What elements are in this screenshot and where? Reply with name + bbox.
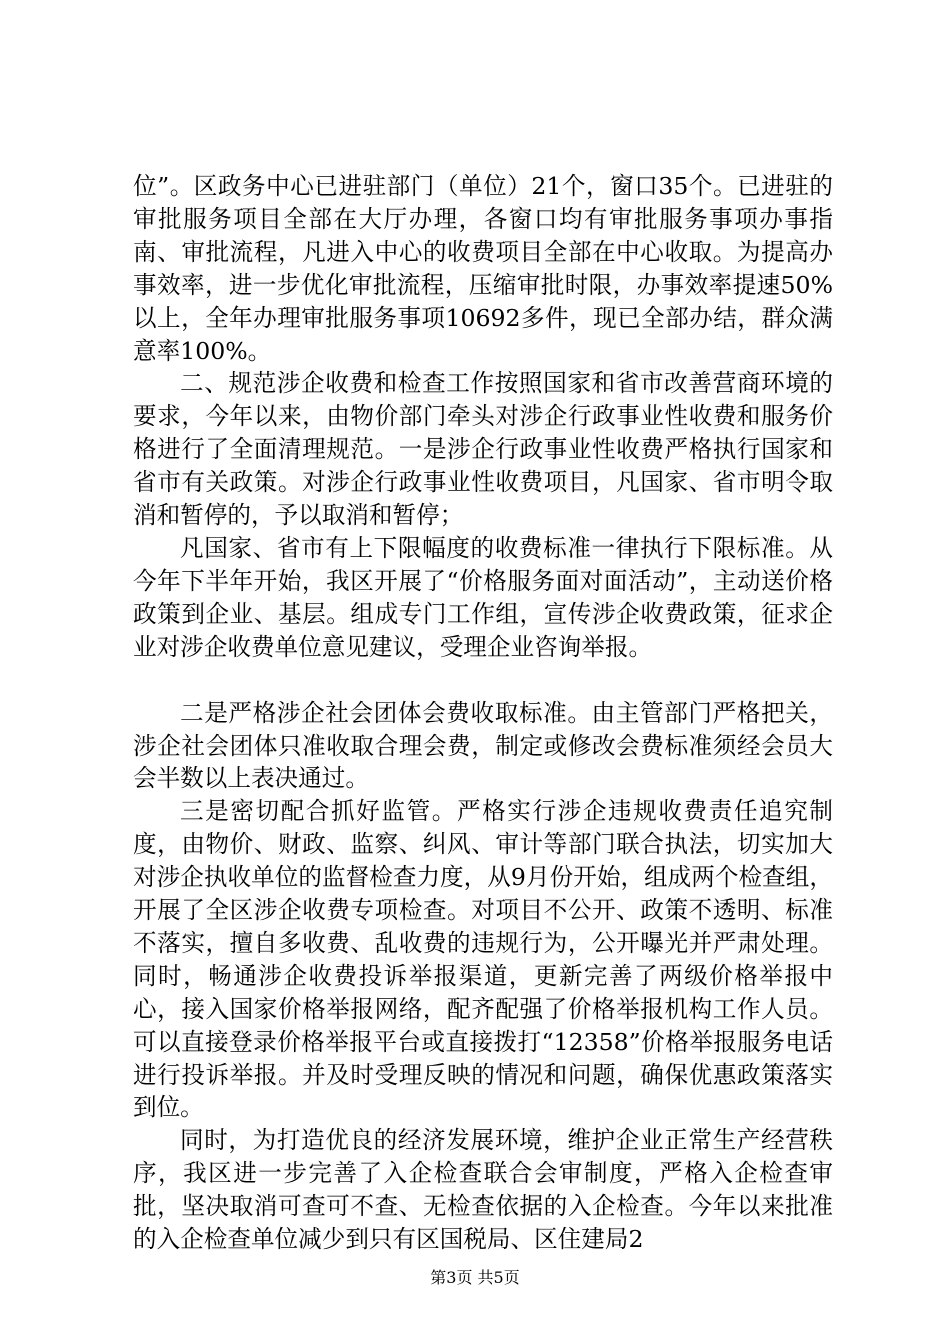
paragraph-lower-limit-standard: 凡国家、省市有上下限幅度的收费标准一律执行下限标准。从今年下半年开始，我区开展了“价格服务面对面活动”，主动送价格政策到企业、基层。组成专门工作组，宣传涉企收费政策，征求企业对涉企收费单位意见建议，受理企业咨询举报。 (133, 533, 833, 661)
page-number-footer: 第3页 共5页 (430, 1268, 520, 1287)
paragraph-continuation: 位”。区政务中心已进驻部门（单位）21个，窗口35个。已进驻的审批服务项目全部在大厅办理，各窗口均有审批服务事项办事指南、审批流程，凡进入中心的收费项目全部在中心收取。为提高办事效率，进一步优化审批流程，压缩审批时限，办事效率提速50%以上，全年办理审批服务事项10692多件，现已全部办结，群众满意率100%。 (133, 172, 833, 365)
paragraph-item-two: 二是严格涉企社会团体会费收取标准。由主管部门严格把关，涉企社会团体只准收取合理会费，制定或修改会费标准须经会员大会半数以上表决通过。 (133, 698, 833, 793)
paragraph-item-three: 三是密切配合抓好监管。严格实行涉企违规收费责任追究制度，由物价、财政、监察、纠风、审计等部门联合执法，切实加大对涉企执收单位的监督检查力度，从9月份开始，组成两个检查组，开展了全区涉企收费专项检查。对项目不公开、政策不透明、标准不落实，擅自多收费、乱收费的违规行为，公开曝光并严肃处理。同时，畅通涉企收费投诉举报渠道，更新完善了两级价格举报中心，接入国家价格举报网络，配齐配强了价格举报机构工作人员。可以直接登录价格举报平台或直接拨打“12358”价格举报服务电话进行投诉举报。并及时受理反映的情况和问题，确保优惠政策落实到位。 (133, 797, 833, 1122)
paragraph-gap (133, 664, 833, 697)
paragraph-inspection-approval: 同时，为打造优良的经济发展环境，维护企业正常生产经营秩序，我区进一步完善了入企检查联合会审制度，严格入企检查审批，坚决取消可查可不查、无检查依据的入企检查。今年以来批准的入企检查单位减少到只有区国税局、区住建局2 (133, 1126, 833, 1254)
document-body (133, 170, 833, 1256)
paragraph-section-two: 二、规范涉企收费和检查工作按照国家和省市改善营商环境的要求，今年以来，由物价部门牵头对涉企行政事业性收费和服务价格进行了全面清理规范。一是涉企行政事业性收费严格执行国家和省市有关政策。对涉企行政事业性收费项目，凡国家、省市明令取消和暂停的，予以取消和暂停； (133, 369, 833, 530)
